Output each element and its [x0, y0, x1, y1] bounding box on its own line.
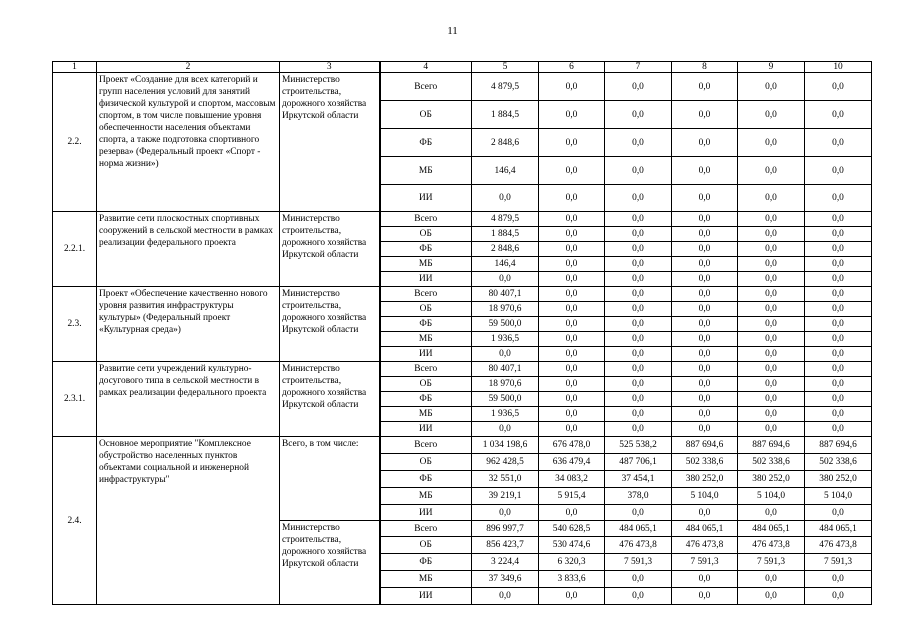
amount-cell: 0,0	[805, 212, 872, 227]
amount-cell: 502 338,6	[672, 454, 738, 471]
amount-cell: 0,0	[605, 272, 672, 287]
table-row	[53, 362, 872, 377]
amount-cell: 0,0	[605, 332, 672, 347]
amount-cell: 0,0	[738, 332, 805, 347]
table-row	[53, 437, 872, 454]
activity-name: Развитие сети плоскостных спортивных сооружений в сельской местности в рамках реализации федерального проекта	[97, 212, 280, 287]
activity-name: Проект «Создание для всех категорий и групп населения условий для занятий физической культурой и спортом, массовым спортом, в том числе повышение уровня обеспеченности населения объектами спорта, а также подготовка спортивного резерва» (Федеральный проект «Спорт - норма жизни»)	[97, 73, 280, 212]
amount-cell: 0,0	[805, 422, 872, 437]
funding-source: ИИ	[380, 347, 472, 362]
amount-cell: 0,0	[539, 422, 605, 437]
header-cell: 3	[280, 62, 380, 73]
amount-cell: 0,0	[605, 588, 672, 605]
funding-source: ОБ	[380, 101, 472, 129]
amount-cell: 5 104,0	[805, 488, 872, 505]
amount-cell: 0,0	[805, 185, 872, 212]
amount-cell: 0,0	[672, 227, 738, 242]
amount-cell: 962 428,5	[472, 454, 539, 471]
amount-cell: 0,0	[738, 212, 805, 227]
amount-cell: 0,0	[805, 302, 872, 317]
amount-cell: 0,0	[805, 129, 872, 157]
funding-source: Всего	[380, 362, 472, 377]
funding-source: ОБ	[380, 454, 472, 471]
amount-cell: 476 473,8	[738, 537, 805, 554]
table-body	[53, 62, 872, 605]
amount-cell: 0,0	[605, 185, 672, 212]
amount-cell: 5 104,0	[672, 488, 738, 505]
amount-cell: 0,0	[539, 129, 605, 157]
amount-cell: 856 423,7	[472, 537, 539, 554]
amount-cell: 0,0	[472, 505, 539, 521]
activity-name: Развитие сети учреждений культурно-досугового типа в сельской местности в рамках реализации федерального проекта	[97, 362, 280, 437]
amount-cell: 0,0	[672, 392, 738, 407]
amount-cell: 2 848,6	[472, 242, 539, 257]
amount-cell: 0,0	[672, 212, 738, 227]
header-cell: 6	[539, 62, 605, 73]
amount-cell: 0,0	[605, 129, 672, 157]
amount-cell: 37 349,6	[472, 571, 539, 588]
amount-cell: 1 936,5	[472, 407, 539, 422]
amount-cell: 7 591,3	[605, 554, 672, 571]
header-cell: 4	[380, 62, 472, 73]
amount-cell: 39 219,1	[472, 488, 539, 505]
amount-cell: 18 970,6	[472, 302, 539, 317]
amount-cell: 0,0	[472, 347, 539, 362]
funding-source: Всего	[380, 212, 472, 227]
amount-cell: 0,0	[805, 407, 872, 422]
amount-cell: 59 500,0	[472, 317, 539, 332]
amount-cell: 0,0	[738, 347, 805, 362]
amount-cell: 0,0	[738, 362, 805, 377]
funding-source: ИИ	[380, 272, 472, 287]
amount-cell: 1 884,5	[472, 227, 539, 242]
amount-cell: 0,0	[605, 407, 672, 422]
amount-cell: 0,0	[738, 302, 805, 317]
amount-cell: 0,0	[672, 185, 738, 212]
amount-cell: 0,0	[738, 422, 805, 437]
funding-source: ФБ	[380, 317, 472, 332]
amount-cell: 378,0	[605, 488, 672, 505]
amount-cell: 0,0	[672, 332, 738, 347]
amount-cell: 5 915,4	[539, 488, 605, 505]
amount-cell: 0,0	[805, 287, 872, 302]
amount-cell: 0,0	[605, 242, 672, 257]
amount-cell: 0,0	[805, 362, 872, 377]
amount-cell: 0,0	[672, 571, 738, 588]
amount-cell: 380 252,0	[672, 471, 738, 488]
header-cell: 5	[472, 62, 539, 73]
amount-cell: 0,0	[738, 73, 805, 101]
funding-source: ОБ	[380, 227, 472, 242]
amount-cell: 18 970,6	[472, 377, 539, 392]
amount-cell: 32 551,0	[472, 471, 539, 488]
amount-cell: 0,0	[738, 129, 805, 157]
budget-table	[52, 61, 872, 605]
amount-cell: 0,0	[738, 157, 805, 185]
amount-cell: 0,0	[672, 422, 738, 437]
funding-source: ИИ	[380, 422, 472, 437]
amount-cell: 0,0	[672, 157, 738, 185]
amount-cell: 0,0	[605, 302, 672, 317]
row-index: 2.4.	[53, 437, 97, 605]
funding-source: Всего	[380, 287, 472, 302]
amount-cell: 0,0	[805, 157, 872, 185]
amount-cell: 0,0	[738, 317, 805, 332]
amount-cell: 484 065,1	[605, 521, 672, 537]
amount-cell: 0,0	[738, 272, 805, 287]
amount-cell: 0,0	[539, 287, 605, 302]
amount-cell: 0,0	[539, 212, 605, 227]
amount-cell: 0,0	[605, 362, 672, 377]
amount-cell: 0,0	[672, 272, 738, 287]
executor-cell: Всего, в том числе:	[280, 437, 380, 521]
amount-cell: 146,4	[472, 157, 539, 185]
amount-cell: 0,0	[672, 257, 738, 272]
funding-source: ОБ	[380, 537, 472, 554]
amount-cell: 0,0	[605, 287, 672, 302]
funding-source: ИИ	[380, 505, 472, 521]
funding-source: ОБ	[380, 377, 472, 392]
amount-cell: 0,0	[539, 347, 605, 362]
amount-cell: 7 591,3	[672, 554, 738, 571]
header-cell: 8	[672, 62, 738, 73]
amount-cell: 0,0	[738, 588, 805, 605]
amount-cell: 380 252,0	[738, 471, 805, 488]
row-index: 2.3.1.	[53, 362, 97, 437]
amount-cell: 0,0	[539, 302, 605, 317]
amount-cell: 0,0	[539, 407, 605, 422]
header-cell: 7	[605, 62, 672, 73]
amount-cell: 0,0	[805, 588, 872, 605]
amount-cell: 380 252,0	[805, 471, 872, 488]
amount-cell: 0,0	[539, 377, 605, 392]
amount-cell: 484 065,1	[805, 521, 872, 537]
row-index: 2.2.	[53, 73, 97, 212]
funding-source: ФБ	[380, 471, 472, 488]
amount-cell: 487 706,1	[605, 454, 672, 471]
amount-cell: 0,0	[605, 317, 672, 332]
amount-cell: 887 694,6	[738, 437, 805, 454]
amount-cell: 0,0	[738, 407, 805, 422]
amount-cell: 0,0	[805, 101, 872, 129]
amount-cell: 4 879,5	[472, 73, 539, 101]
amount-cell: 0,0	[605, 392, 672, 407]
amount-cell: 0,0	[672, 588, 738, 605]
amount-cell: 0,0	[539, 185, 605, 212]
funding-source: ИИ	[380, 185, 472, 212]
amount-cell: 0,0	[738, 257, 805, 272]
amount-cell: 0,0	[539, 73, 605, 101]
amount-cell: 4 879,5	[472, 212, 539, 227]
amount-cell: 0,0	[805, 73, 872, 101]
row-index: 2.3.	[53, 287, 97, 362]
amount-cell: 676 478,0	[539, 437, 605, 454]
amount-cell: 0,0	[805, 272, 872, 287]
amount-cell: 3 833,6	[539, 571, 605, 588]
amount-cell: 0,0	[738, 242, 805, 257]
header-cell: 10	[805, 62, 872, 73]
amount-cell: 896 997,7	[472, 521, 539, 537]
amount-cell: 0,0	[738, 571, 805, 588]
amount-cell: 0,0	[738, 185, 805, 212]
amount-cell: 0,0	[605, 571, 672, 588]
funding-source: МБ	[380, 571, 472, 588]
amount-cell: 5 104,0	[738, 488, 805, 505]
amount-cell: 0,0	[472, 588, 539, 605]
funding-source: Всего	[380, 437, 472, 454]
amount-cell: 0,0	[539, 362, 605, 377]
amount-cell: 0,0	[472, 422, 539, 437]
amount-cell: 0,0	[805, 347, 872, 362]
amount-cell: 0,0	[672, 101, 738, 129]
amount-cell: 0,0	[539, 317, 605, 332]
amount-cell: 0,0	[672, 347, 738, 362]
header-cell: 1	[53, 62, 97, 73]
amount-cell: 484 065,1	[672, 521, 738, 537]
amount-cell: 2 848,6	[472, 129, 539, 157]
funding-source: ОБ	[380, 302, 472, 317]
amount-cell: 0,0	[805, 377, 872, 392]
amount-cell: 37 454,1	[605, 471, 672, 488]
funding-source: МБ	[380, 407, 472, 422]
amount-cell: 1 936,5	[472, 332, 539, 347]
amount-cell: 0,0	[539, 101, 605, 129]
amount-cell: 0,0	[605, 257, 672, 272]
amount-cell: 0,0	[605, 377, 672, 392]
executor-cell: Министерство строительства, дорожного хозяйства Иркутской области	[280, 362, 380, 437]
amount-cell: 0,0	[805, 227, 872, 242]
row-index: 2.2.1.	[53, 212, 97, 287]
executor-cell: Министерство строительства, дорожного хозяйства Иркутской области	[280, 521, 380, 605]
amount-cell: 6 320,3	[539, 554, 605, 571]
amount-cell: 0,0	[539, 157, 605, 185]
amount-cell: 476 473,8	[605, 537, 672, 554]
header-row	[53, 62, 872, 73]
funding-source: ФБ	[380, 392, 472, 407]
amount-cell: 0,0	[672, 505, 738, 521]
amount-cell: 0,0	[738, 101, 805, 129]
amount-cell: 0,0	[539, 392, 605, 407]
amount-cell: 0,0	[472, 185, 539, 212]
funding-source: МБ	[380, 257, 472, 272]
funding-source: ИИ	[380, 588, 472, 605]
amount-cell: 0,0	[672, 317, 738, 332]
amount-cell: 887 694,6	[672, 437, 738, 454]
amount-cell: 0,0	[539, 505, 605, 521]
table-row	[53, 287, 872, 302]
amount-cell: 0,0	[539, 242, 605, 257]
amount-cell: 0,0	[672, 287, 738, 302]
amount-cell: 0,0	[805, 505, 872, 521]
amount-cell: 0,0	[672, 302, 738, 317]
amount-cell: 0,0	[738, 377, 805, 392]
funding-source: Всего	[380, 521, 472, 537]
amount-cell: 0,0	[805, 257, 872, 272]
amount-cell: 80 407,1	[472, 362, 539, 377]
amount-cell: 0,0	[605, 505, 672, 521]
amount-cell: 7 591,3	[738, 554, 805, 571]
amount-cell: 0,0	[539, 272, 605, 287]
amount-cell: 0,0	[472, 272, 539, 287]
amount-cell: 80 407,1	[472, 287, 539, 302]
amount-cell: 502 338,6	[738, 454, 805, 471]
amount-cell: 530 474,6	[539, 537, 605, 554]
funding-source: МБ	[380, 157, 472, 185]
amount-cell: 1 034 198,6	[472, 437, 539, 454]
amount-cell: 476 473,8	[805, 537, 872, 554]
header-cell: 9	[738, 62, 805, 73]
funding-source: ФБ	[380, 554, 472, 571]
amount-cell: 0,0	[605, 73, 672, 101]
amount-cell: 0,0	[672, 73, 738, 101]
table-row	[53, 73, 872, 101]
funding-source: МБ	[380, 488, 472, 505]
amount-cell: 0,0	[539, 332, 605, 347]
amount-cell: 0,0	[672, 362, 738, 377]
amount-cell: 1 884,5	[472, 101, 539, 129]
amount-cell: 525 538,2	[605, 437, 672, 454]
executor-cell: Министерство строительства, дорожного хозяйства Иркутской области	[280, 73, 380, 212]
executor-cell: Министерство строительства, дорожного хозяйства Иркутской области	[280, 212, 380, 287]
amount-cell: 540 628,5	[539, 521, 605, 537]
amount-cell: 0,0	[805, 317, 872, 332]
amount-cell: 0,0	[805, 332, 872, 347]
funding-source: ФБ	[380, 129, 472, 157]
amount-cell: 502 338,6	[805, 454, 872, 471]
amount-cell: 636 479,4	[539, 454, 605, 471]
amount-cell: 0,0	[738, 287, 805, 302]
amount-cell: 59 500,0	[472, 392, 539, 407]
header-cell: 2	[97, 62, 280, 73]
amount-cell: 146,4	[472, 257, 539, 272]
amount-cell: 0,0	[605, 212, 672, 227]
amount-cell: 484 065,1	[738, 521, 805, 537]
amount-cell: 0,0	[605, 422, 672, 437]
funding-source: МБ	[380, 332, 472, 347]
amount-cell: 0,0	[805, 242, 872, 257]
amount-cell: 0,0	[738, 227, 805, 242]
amount-cell: 0,0	[605, 157, 672, 185]
funding-source: ФБ	[380, 242, 472, 257]
amount-cell: 0,0	[605, 227, 672, 242]
amount-cell: 0,0	[539, 227, 605, 242]
amount-cell: 0,0	[672, 129, 738, 157]
amount-cell: 0,0	[605, 101, 672, 129]
amount-cell: 0,0	[672, 242, 738, 257]
table-row	[53, 212, 872, 227]
amount-cell: 0,0	[805, 392, 872, 407]
amount-cell: 0,0	[738, 505, 805, 521]
amount-cell: 0,0	[539, 257, 605, 272]
funding-source: Всего	[380, 73, 472, 101]
amount-cell: 887 694,6	[805, 437, 872, 454]
amount-cell: 0,0	[605, 347, 672, 362]
activity-name: Основное мероприятие "Комплексное обустройство населенных пунктов объектами социальной и инженерной инфраструктуры"	[97, 437, 280, 605]
amount-cell: 3 224,4	[472, 554, 539, 571]
amount-cell: 0,0	[805, 571, 872, 588]
page-number: 11	[447, 25, 458, 37]
amount-cell: 34 083,2	[539, 471, 605, 488]
amount-cell: 0,0	[672, 407, 738, 422]
amount-cell: 476 473,8	[672, 537, 738, 554]
amount-cell: 0,0	[672, 377, 738, 392]
amount-cell: 7 591,3	[805, 554, 872, 571]
amount-cell: 0,0	[539, 588, 605, 605]
activity-name: Проект «Обеспечение качественно нового уровня развития инфраструктуры культуры» (Федеральный проект «Культурная среда»)	[97, 287, 280, 362]
amount-cell: 0,0	[738, 392, 805, 407]
executor-cell: Министерство строительства, дорожного хозяйства Иркутской области	[280, 287, 380, 362]
